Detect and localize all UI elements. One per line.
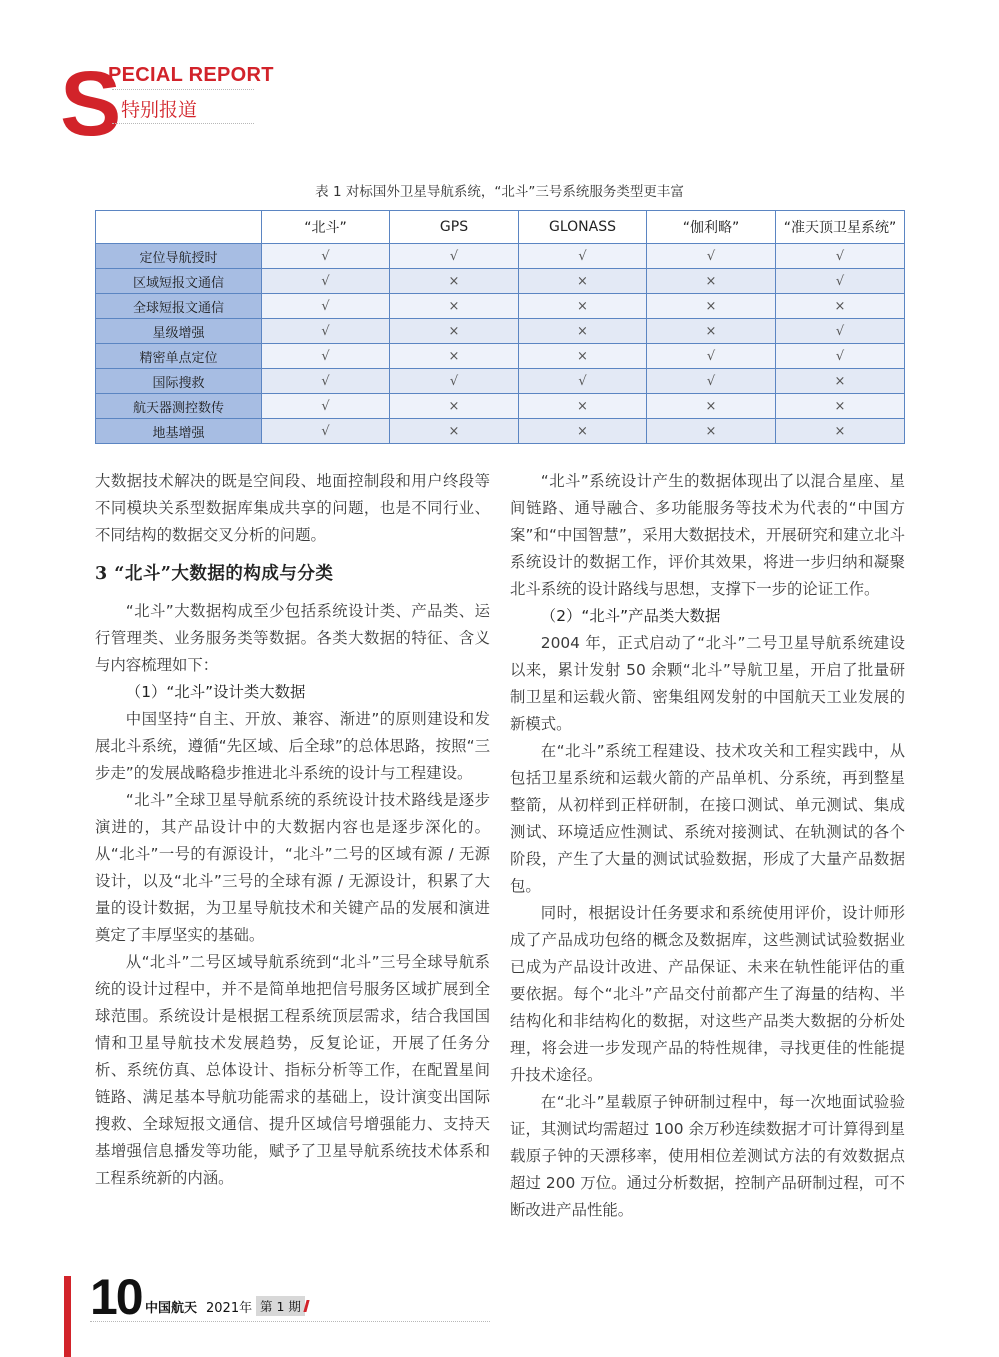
- table-cell: ×: [519, 269, 647, 294]
- table-cell: ×: [776, 419, 905, 444]
- footer-accent-bar: [64, 1276, 71, 1357]
- issue-year: 2021年: [206, 1301, 253, 1316]
- table-cell: ×: [390, 394, 519, 419]
- footer-divider: [90, 1321, 490, 1322]
- column-header: GLONASS: [519, 211, 647, 244]
- table-cell: √: [262, 394, 390, 419]
- paragraph: “北斗”大数据构成至少包括系统设计类、产品类、运行管理类、业务服务类等数据。各类大数据的特征、含义与内容梳理如下：: [95, 602, 490, 674]
- table-cell: √: [262, 319, 390, 344]
- table-cell: √: [262, 369, 390, 394]
- table-cell: √: [262, 244, 390, 269]
- issue-number: 第 1 期: [256, 1296, 305, 1316]
- table-corner-cell: [96, 211, 262, 244]
- paragraph: 同时，根据设计任务要求和系统使用评价，设计师形成了产品成功包络的概念及数据库，这些测试试验数据业已成为产品设计改进、产品保证、未来在轨性能评估的重要依据。每个“北斗”产品交付前都产生了海量的结构、半结构化和非结构化的数据，对这些产品类大数据的分析处理，将会进一步发现产品的特性规律，寻找更佳的性能提升技术途径。: [510, 904, 905, 1084]
- table-cell: ×: [776, 394, 905, 419]
- table-cell: √: [262, 344, 390, 369]
- row-label: 精密单点定位: [96, 344, 262, 369]
- table-cell: √: [390, 369, 519, 394]
- paragraph: 在“北斗”星载原子钟研制过程中，每一次地面试验验证，其测试均需超过 100 余万秒连续数据才可计算得到星载原子钟的天漂移率，使用相位差测试方法的有效数据点超过 200 万位。通过分析数据，控制产品研制过程，可不断改进产品性能。: [510, 1093, 905, 1219]
- section-title-en: PECIAL REPORT: [108, 64, 274, 86]
- table-cell: √: [262, 294, 390, 319]
- magazine-name: 中国航天: [145, 1301, 198, 1316]
- paragraph: 大数据技术解决的既是空间段、地面控制段和用户终段等不同模块关系型数据库集成共享的问题，也是不同行业、不同结构的数据交叉分析的问题。: [95, 472, 490, 544]
- service-comparison-table: [95, 210, 905, 444]
- table-cell: √: [776, 319, 905, 344]
- table-cell: ×: [390, 319, 519, 344]
- subsection-heading: （1）“北斗”设计类大数据: [125, 683, 306, 701]
- table-cell: √: [519, 369, 647, 394]
- table-row: [96, 344, 905, 369]
- header-divider: [112, 89, 254, 90]
- table-cell: ×: [776, 294, 905, 319]
- table-row: [96, 419, 905, 444]
- table-cell: ×: [647, 294, 776, 319]
- header-divider: [112, 123, 254, 124]
- paragraph: “北斗”全球卫星导航系统的系统设计技术路线是逐步演进的，其产品设计中的大数据内容也是逐步深化的。从“北斗”一号的有源设计，“北斗”二号的区域有源 / 无源设计，以及“北斗”三号的全球有源 / 无源设计，积累了大量的设计数据，为卫星导航技术和关键产品的发展和演进奠定了丰厚坚实的基础。: [95, 791, 490, 944]
- paragraph: “北斗”系统设计产生的数据体现出了以混合星座、星间链路、通导融合、多功能服务等技术为代表的“中国方案”和“中国智慧”，采用大数据技术，开展研究和建立北斗系统设计的数据工作，评价其效果，将进一步归纳和凝聚北斗系统的设计路线与思想，支撑下一步的论证工作。: [510, 472, 905, 598]
- table-cell: √: [776, 244, 905, 269]
- table-row: [96, 319, 905, 344]
- table-cell: √: [647, 369, 776, 394]
- table-row: [96, 294, 905, 319]
- table-row: [96, 269, 905, 294]
- table-cell: √: [776, 269, 905, 294]
- table-cell: ×: [519, 319, 647, 344]
- table-cell: √: [647, 344, 776, 369]
- row-label: 国际搜救: [96, 369, 262, 394]
- table-cell: ×: [519, 419, 647, 444]
- table-cell: √: [519, 244, 647, 269]
- subsection-heading: （2）“北斗”产品类大数据: [540, 607, 721, 625]
- page-number: 10: [90, 1269, 142, 1325]
- column-header: “准天顶卫星系统”: [776, 211, 905, 244]
- table-cell: ×: [647, 319, 776, 344]
- row-label: 定位导航授时: [96, 244, 262, 269]
- section-title-zh: 特别报道: [121, 99, 198, 121]
- table-cell: ×: [390, 269, 519, 294]
- table-row: [96, 369, 905, 394]
- table-cell: √: [262, 269, 390, 294]
- table-cell: ×: [519, 394, 647, 419]
- row-label: 星级增强: [96, 319, 262, 344]
- table-cell: ×: [647, 394, 776, 419]
- left-column: [95, 468, 490, 1192]
- table-cell: ×: [647, 269, 776, 294]
- column-header: “北斗”: [262, 211, 390, 244]
- table-cell: √: [776, 344, 905, 369]
- table-row: [96, 244, 905, 269]
- row-label: 全球短报文通信: [96, 294, 262, 319]
- row-label: 航天器测控数传: [96, 394, 262, 419]
- paragraph: 在“北斗”系统工程建设、技术攻关和工程实践中，从包括卫星系统和运载火箭的产品单机、分系统，再到整星整箭，从初样到正样研制，在接口测试、单元测试、集成测试、环境适应性测试、系统对接测试、在轨测试的各个阶段，产生了大量的测试试验数据，形成了大量产品数据包。: [510, 742, 905, 895]
- table-row: [96, 394, 905, 419]
- row-label: 地基增强: [96, 419, 262, 444]
- table-cell: ×: [519, 294, 647, 319]
- paragraph: 2004 年，正式启动了“北斗”二号卫星导航系统建设以来，累计发射 50 余颗“北斗”导航卫星，开启了批量研制卫星和运载火箭、密集组网发射的中国航天工业发展的新模式。: [510, 634, 905, 733]
- row-label: 区域短报文通信: [96, 269, 262, 294]
- table-cell: ×: [390, 419, 519, 444]
- table-cell: √: [390, 244, 519, 269]
- section-logo-letter: S: [60, 53, 122, 155]
- table-cell: ×: [390, 344, 519, 369]
- column-header: “伽利略”: [647, 211, 776, 244]
- section-heading: 3 “北斗”大数据的构成与分类: [95, 564, 334, 584]
- paragraph: 中国坚持“自主、开放、兼容、渐进”的原则建设和发展北斗系统，遵循“先区域、后全球”的总体思路，按照“三步走”的发展战略稳步推进北斗系统的设计与工程建设。: [95, 710, 490, 782]
- right-column: [510, 468, 905, 1224]
- table-caption: 表 1 对标国外卫星导航系统，“北斗”三号系统服务类型更丰富: [315, 184, 684, 200]
- column-header: GPS: [390, 211, 519, 244]
- table-cell: ×: [647, 419, 776, 444]
- table-cell: ×: [390, 294, 519, 319]
- table-cell: √: [647, 244, 776, 269]
- paragraph: 从“北斗”二号区域导航系统到“北斗”三号全球导航系统的设计过程中，并不是简单地把信号服务区域扩展到全球范围。系统设计是根据工程系统顶层需求，结合我国国情和卫星导航技术发展趋势，反复论证，开展了任务分析、系统仿真、总体设计、指标分析等工作，在配置星间链路、满足基本导航功能需求的基础上，设计演变出国际搜救、全球短报文通信、提升区域信号增强能力、支持天基增强信息播发等功能，赋予了卫星导航系统技术体系和工程系统新的内涵。: [95, 953, 490, 1187]
- table-header-row: [96, 211, 905, 244]
- table-cell: √: [262, 419, 390, 444]
- table-cell: ×: [519, 344, 647, 369]
- table-cell: ×: [776, 369, 905, 394]
